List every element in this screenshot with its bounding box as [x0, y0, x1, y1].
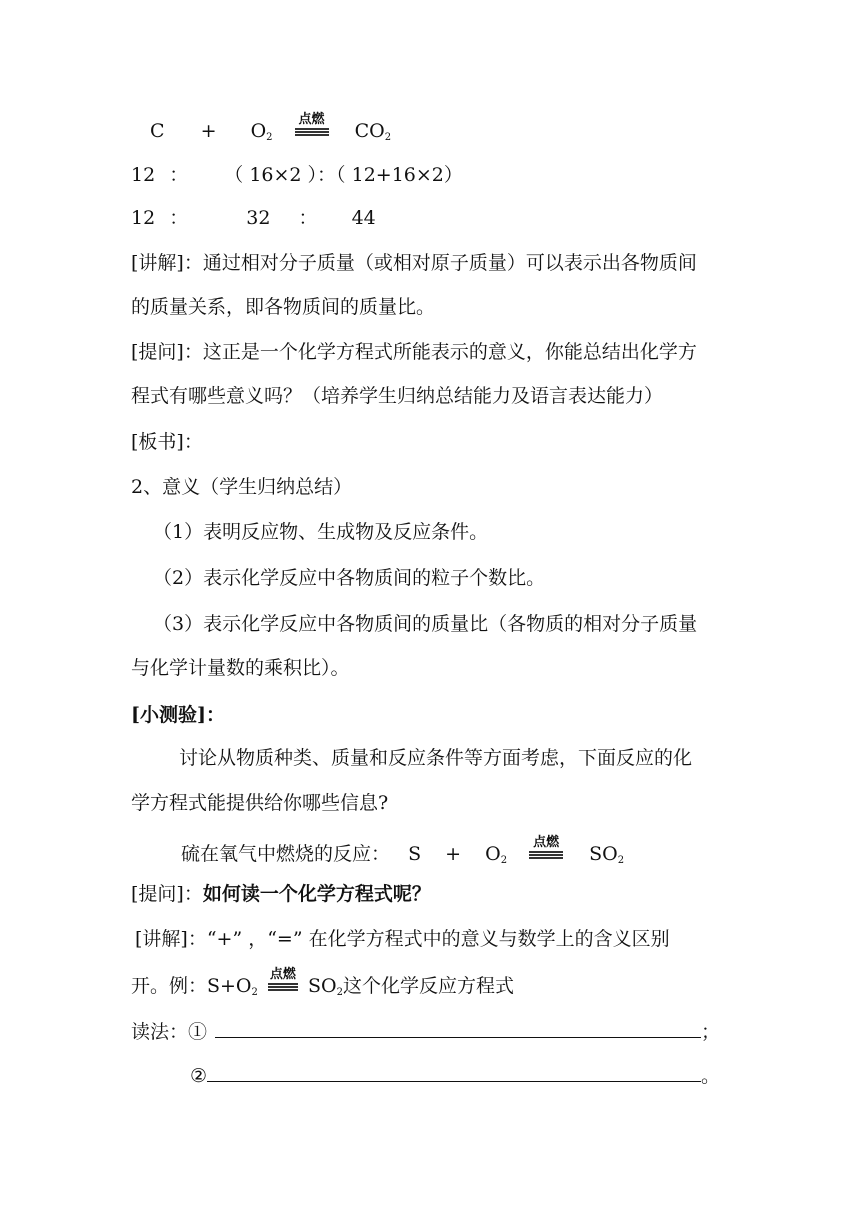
answer-blank-2[interactable] [207, 1063, 701, 1082]
meaning-item-3: （3）表示化学反应中各物质间的质量比（各物质的相对分子质量 [153, 613, 698, 635]
reaction-condition-arrow: 点燃 [266, 975, 300, 999]
explanation-symbols: [讲解]：“+” ，“=” 在化学方程式中的意义与数学上的含义区别 [135, 928, 670, 950]
equation-sulfur-oxygen: 硫在氧气中燃烧的反应： $S + O_2$ 点燃 $SO_2$ [181, 835, 625, 866]
question-read-equation: [提问]：如何读一个化学方程式呢？ [131, 883, 431, 905]
meaning-item-2: （2）表示化学反应中各物质间的粒子个数比。 [153, 567, 546, 589]
reaction-condition-arrow: 点燃 [293, 120, 331, 144]
explanation-example: 开。例：$S+O_2$ 点燃 $SO_2$这个化学反应方程式 [131, 967, 514, 998]
reaction-condition-arrow: 点燃 [527, 843, 565, 867]
equation-carbon-oxygen: $C + O_2$ 点燃 $CO_2$ [150, 112, 392, 143]
question-paragraph-cont: 程式有哪些意义吗？（培养学生归纳总结能力及语言表达能力） [131, 385, 664, 407]
meaning-title: 2、意义（学生归纳总结） [131, 476, 353, 498]
reading-line-1: 读法：① ； [131, 1021, 721, 1043]
mass-ratio-values: 12 ： 32 ： 44 [131, 207, 376, 229]
mass-ratio-formula: 12 ： （ 16×2 ）：（ 12+16×2） [131, 164, 463, 186]
reading-line-2: ② 。 [190, 1065, 721, 1087]
explanation-paragraph-cont: 的质量关系，即各物质间的质量比。 [131, 296, 436, 318]
quiz-text: 讨论从物质种类、质量和反应条件等方面考虑，下面反应的化 [179, 747, 693, 769]
answer-blank-1[interactable] [215, 1019, 701, 1038]
meaning-item-1: （1）表明反应物、生成物及反应条件。 [153, 521, 489, 543]
meaning-item-3-cont: 与化学计量数的乘积比）。 [131, 657, 350, 679]
explanation-paragraph: [讲解]：通过相对分子质量（或相对原子质量）可以表示出各物质间 [131, 252, 697, 274]
board-heading: [板书]： [131, 431, 203, 453]
quiz-text-cont: 学方程式能提供给你哪些信息? [131, 792, 389, 814]
question-paragraph: [提问]：这正是一个化学方程式所能表示的意义，你能总结出化学方 [131, 341, 697, 363]
quiz-heading: [小测验]： [131, 704, 225, 726]
